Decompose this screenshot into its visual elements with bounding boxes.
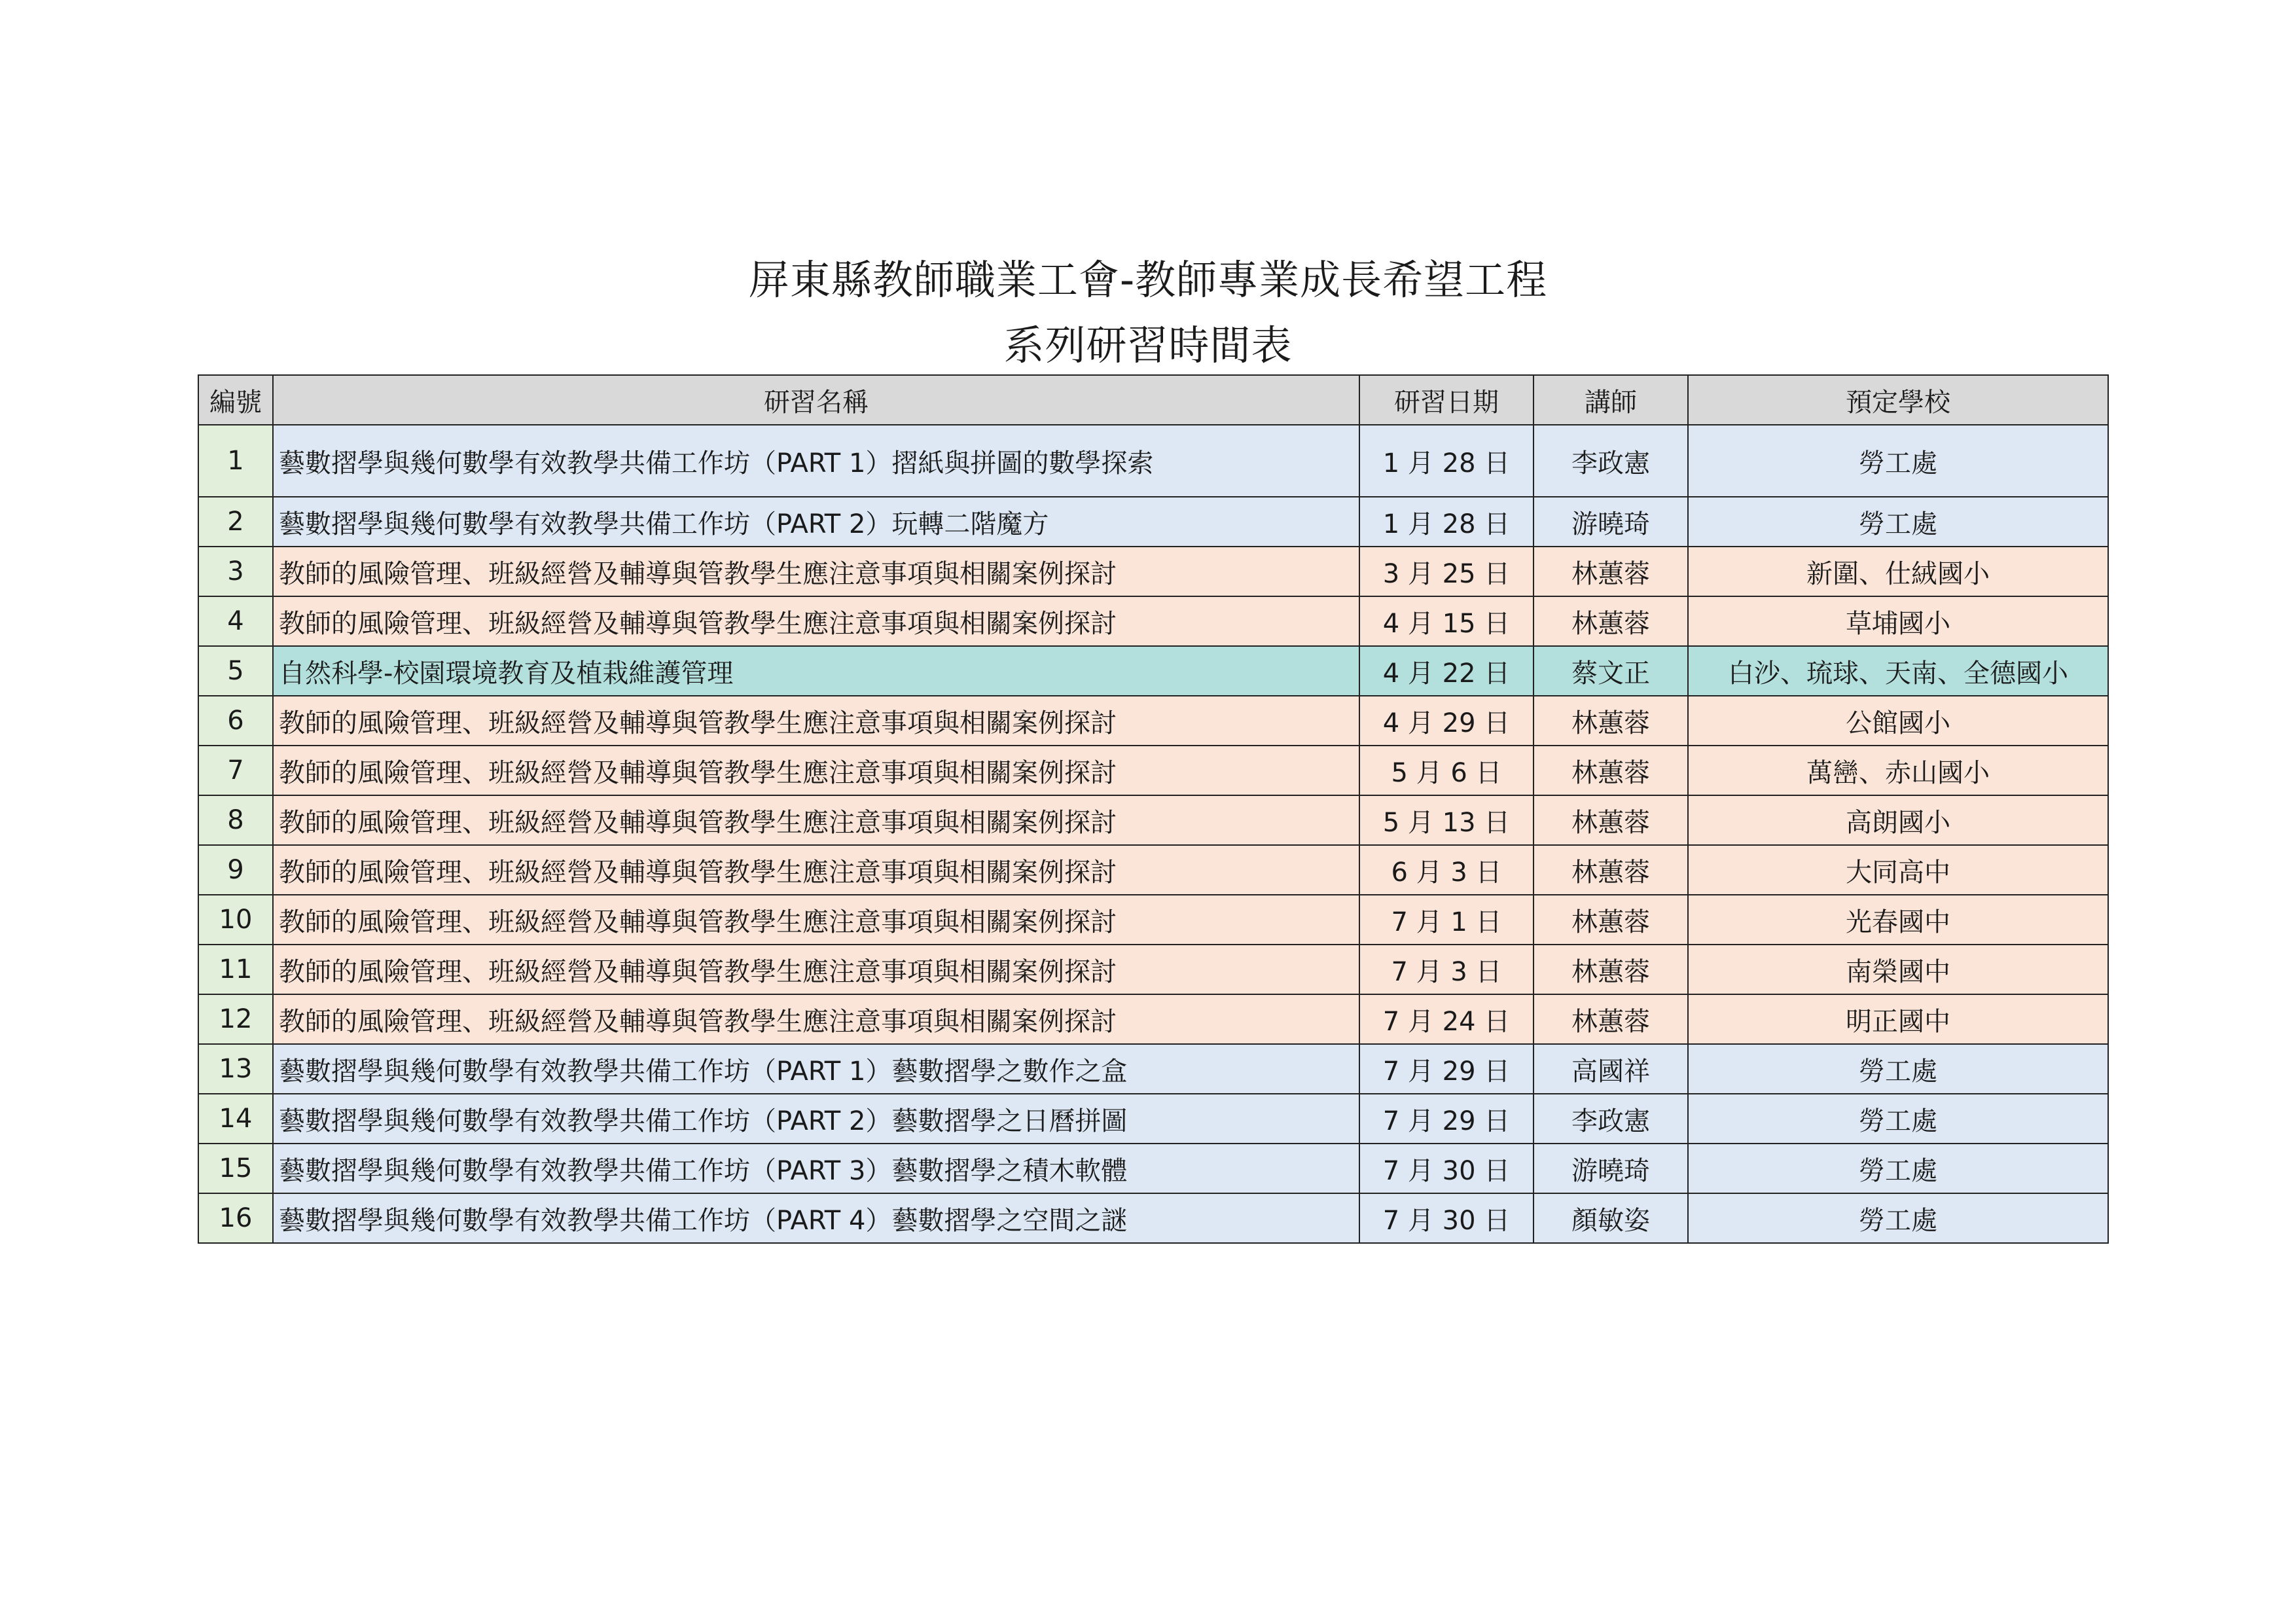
row-date-cell: 4 月 29 日 xyxy=(1359,696,1534,746)
row-number-cell: 16 xyxy=(198,1193,273,1243)
row-date-cell: 7 月 30 日 xyxy=(1359,1144,1534,1193)
row-date-cell: 7 月 30 日 xyxy=(1359,1193,1534,1243)
row-lecturer-cell: 顏敏姿 xyxy=(1534,1193,1688,1243)
row-name-cell: 教師的風險管理、班級經營及輔導與管教學生應注意事項與相關案例探討 xyxy=(273,795,1359,845)
row-date-cell: 7 月 24 日 xyxy=(1359,994,1534,1044)
row-name-cell: 教師的風險管理、班級經營及輔導與管教學生應注意事項與相關案例探討 xyxy=(273,895,1359,945)
row-date-cell: 5 月 13 日 xyxy=(1359,795,1534,845)
row-lecturer-cell: 林蕙蓉 xyxy=(1534,895,1688,945)
row-school-cell: 勞工處 xyxy=(1688,1044,2108,1094)
row-school-cell: 勞工處 xyxy=(1688,425,2108,497)
row-number-cell: 5 xyxy=(198,646,273,696)
table-row xyxy=(198,895,2108,945)
row-school-cell: 明正國中 xyxy=(1688,994,2108,1044)
row-lecturer-cell: 游曉琦 xyxy=(1534,1144,1688,1193)
row-school-cell: 草埔國小 xyxy=(1688,596,2108,646)
table-row xyxy=(198,425,2108,497)
table-row xyxy=(198,1193,2108,1243)
schedule-table xyxy=(198,374,2109,1244)
row-school-cell: 公館國小 xyxy=(1688,696,2108,746)
row-date-cell: 1 月 28 日 xyxy=(1359,497,1534,547)
row-date-cell: 3 月 25 日 xyxy=(1359,547,1534,596)
table-row xyxy=(198,547,2108,596)
header-school: 預定學校 xyxy=(1688,375,2108,425)
row-number-cell: 8 xyxy=(198,795,273,845)
row-name-cell: 藝數摺學與幾何數學有效教學共備工作坊（PART 2）玩轉二階魔方 xyxy=(273,497,1359,547)
row-lecturer-cell: 林蕙蓉 xyxy=(1534,795,1688,845)
row-number-cell: 7 xyxy=(198,746,273,795)
row-lecturer-cell: 林蕙蓉 xyxy=(1534,746,1688,795)
row-school-cell: 新圍、仕絨國小 xyxy=(1688,547,2108,596)
row-name-cell: 教師的風險管理、班級經營及輔導與管教學生應注意事項與相關案例探討 xyxy=(273,845,1359,895)
header-number: 編號 xyxy=(198,375,273,425)
row-name-cell: 教師的風險管理、班級經營及輔導與管教學生應注意事項與相關案例探討 xyxy=(273,746,1359,795)
row-number-cell: 14 xyxy=(198,1094,273,1144)
row-name-cell: 教師的風險管理、班級經營及輔導與管教學生應注意事項與相關案例探討 xyxy=(273,596,1359,646)
title-line-2: 系列研習時間表 xyxy=(1003,321,1293,369)
title-line-1: 屏東縣教師職業工會-教師專業成長希望工程 xyxy=(748,256,1548,304)
table-row xyxy=(198,497,2108,547)
table-row xyxy=(198,646,2108,696)
row-date-cell: 7 月 29 日 xyxy=(1359,1094,1534,1144)
row-school-cell: 大同高中 xyxy=(1688,845,2108,895)
row-lecturer-cell: 林蕙蓉 xyxy=(1534,547,1688,596)
document-title xyxy=(0,247,2296,378)
row-name-cell: 藝數摺學與幾何數學有效教學共備工作坊（PART 2）藝數摺學之日曆拼圖 xyxy=(273,1094,1359,1144)
header-date: 研習日期 xyxy=(1359,375,1534,425)
row-date-cell: 4 月 15 日 xyxy=(1359,596,1534,646)
row-number-cell: 12 xyxy=(198,994,273,1044)
row-name-cell: 教師的風險管理、班級經營及輔導與管教學生應注意事項與相關案例探討 xyxy=(273,696,1359,746)
row-lecturer-cell: 游曉琦 xyxy=(1534,497,1688,547)
header-name: 研習名稱 xyxy=(273,375,1359,425)
row-date-cell: 5 月 6 日 xyxy=(1359,746,1534,795)
row-lecturer-cell: 林蕙蓉 xyxy=(1534,945,1688,994)
row-date-cell: 1 月 28 日 xyxy=(1359,425,1534,497)
row-lecturer-cell: 李政憲 xyxy=(1534,1094,1688,1144)
row-name-cell: 藝數摺學與幾何數學有效教學共備工作坊（PART 1）摺紙與拼圖的數學探索 xyxy=(273,425,1359,497)
row-name-cell: 教師的風險管理、班級經營及輔導與管教學生應注意事項與相關案例探討 xyxy=(273,547,1359,596)
row-name-cell: 藝數摺學與幾何數學有效教學共備工作坊（PART 3）藝數摺學之積木軟體 xyxy=(273,1144,1359,1193)
row-number-cell: 2 xyxy=(198,497,273,547)
table-row xyxy=(198,845,2108,895)
table-row xyxy=(198,1044,2108,1094)
row-school-cell: 勞工處 xyxy=(1688,1193,2108,1243)
row-lecturer-cell: 林蕙蓉 xyxy=(1534,596,1688,646)
row-school-cell: 勞工處 xyxy=(1688,497,2108,547)
table-row xyxy=(198,1144,2108,1193)
table-row xyxy=(198,596,2108,646)
row-number-cell: 1 xyxy=(198,425,273,497)
row-date-cell: 7 月 3 日 xyxy=(1359,945,1534,994)
table-row xyxy=(198,795,2108,845)
row-name-cell: 教師的風險管理、班級經營及輔導與管教學生應注意事項與相關案例探討 xyxy=(273,994,1359,1044)
row-number-cell: 15 xyxy=(198,1144,273,1193)
table-body xyxy=(198,425,2108,1243)
row-number-cell: 11 xyxy=(198,945,273,994)
row-number-cell: 13 xyxy=(198,1044,273,1094)
row-school-cell: 白沙、琉球、天南、全德國小 xyxy=(1688,646,2108,696)
header-lecturer: 講師 xyxy=(1534,375,1688,425)
row-lecturer-cell: 李政憲 xyxy=(1534,425,1688,497)
row-date-cell: 7 月 1 日 xyxy=(1359,895,1534,945)
row-date-cell: 4 月 22 日 xyxy=(1359,646,1534,696)
table-row xyxy=(198,994,2108,1044)
table-header-row xyxy=(198,375,2108,425)
row-school-cell: 高朗國小 xyxy=(1688,795,2108,845)
row-number-cell: 9 xyxy=(198,845,273,895)
row-date-cell: 6 月 3 日 xyxy=(1359,845,1534,895)
table-row xyxy=(198,1094,2108,1144)
row-school-cell: 光春國中 xyxy=(1688,895,2108,945)
row-number-cell: 4 xyxy=(198,596,273,646)
row-lecturer-cell: 林蕙蓉 xyxy=(1534,994,1688,1044)
row-number-cell: 6 xyxy=(198,696,273,746)
table-row xyxy=(198,696,2108,746)
row-name-cell: 藝數摺學與幾何數學有效教學共備工作坊（PART 4）藝數摺學之空間之謎 xyxy=(273,1193,1359,1243)
row-date-cell: 7 月 29 日 xyxy=(1359,1044,1534,1094)
table-row xyxy=(198,746,2108,795)
row-name-cell: 教師的風險管理、班級經營及輔導與管教學生應注意事項與相關案例探討 xyxy=(273,945,1359,994)
row-lecturer-cell: 林蕙蓉 xyxy=(1534,696,1688,746)
row-lecturer-cell: 蔡文正 xyxy=(1534,646,1688,696)
row-school-cell: 勞工處 xyxy=(1688,1094,2108,1144)
row-number-cell: 3 xyxy=(198,547,273,596)
row-lecturer-cell: 高國祥 xyxy=(1534,1044,1688,1094)
table-row xyxy=(198,945,2108,994)
row-name-cell: 自然科學-校園環境教育及植栽維護管理 xyxy=(273,646,1359,696)
row-school-cell: 勞工處 xyxy=(1688,1144,2108,1193)
row-name-cell: 藝數摺學與幾何數學有效教學共備工作坊（PART 1）藝數摺學之數作之盒 xyxy=(273,1044,1359,1094)
row-school-cell: 南榮國中 xyxy=(1688,945,2108,994)
row-number-cell: 10 xyxy=(198,895,273,945)
row-lecturer-cell: 林蕙蓉 xyxy=(1534,845,1688,895)
row-school-cell: 萬巒、赤山國小 xyxy=(1688,746,2108,795)
